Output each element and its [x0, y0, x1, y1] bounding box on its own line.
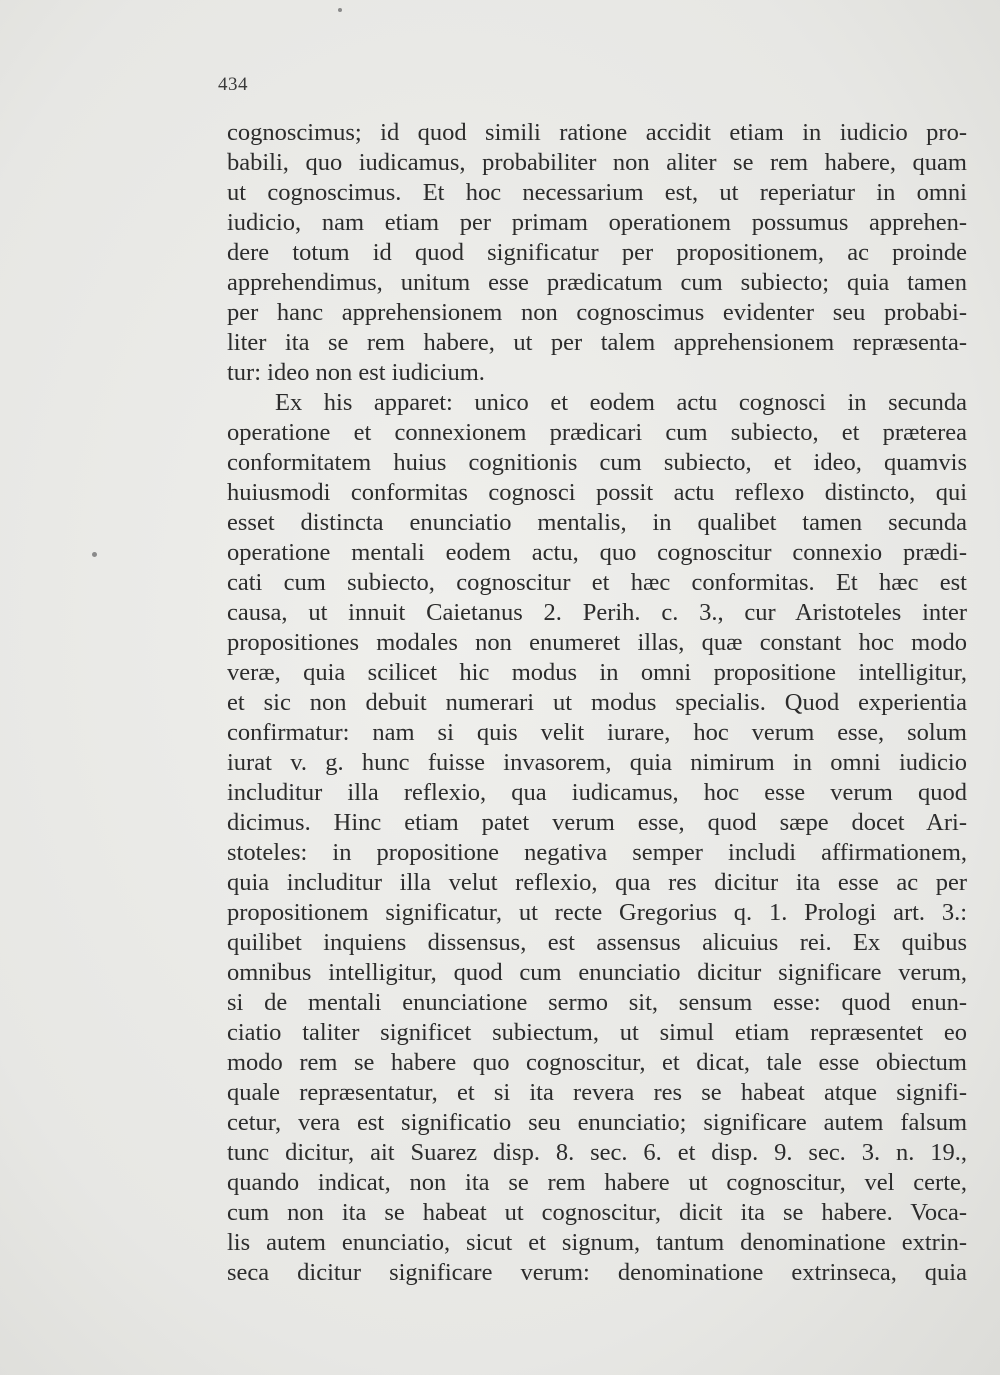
text-line: dere totum id quod significatur per propositionem, ac proinde [227, 239, 967, 266]
text-line: propositiones modales non enumeret illas, quæ constant hoc modo [227, 629, 967, 656]
text-line: quale repræsentatur, et si ita revera res se habeat atque signifi- [227, 1079, 967, 1106]
text-line: huiusmodi conformitas cognosci possit actu reflexo distincto, qui [227, 479, 967, 506]
text-line: includitur illa reflexio, qua iudicamus, hoc esse verum quod [227, 779, 967, 806]
text-line: liter ita se rem habere, ut per talem apprehensionem repræsenta- [227, 329, 967, 356]
text-line: confirmatur: nam si quis velit iurare, hoc verum esse, solum [227, 719, 967, 746]
paragraph-start-line: Ex his apparet: unico et eodem actu cognosci in secunda [275, 389, 967, 416]
text-line: omnibus intelligitur, quod cum enunciatio dicitur significare verum, [227, 959, 967, 986]
text-line: propositionem significatur, ut recte Gregorius q. 1. Prologi art. 3.: [227, 899, 967, 926]
text-line: si de mentali enunciatione sermo sit, sensum esse: quod enun- [227, 989, 967, 1016]
text-line: esset distincta enunciatio mentalis, in qualibet tamen secunda [227, 509, 967, 536]
text-line: dicimus. Hinc etiam patet verum esse, quod sæpe docet Ari- [227, 809, 967, 836]
text-line: cognoscimus; id quod simili ratione accidit etiam in iudicio pro- [227, 119, 967, 146]
page-number: 434 [218, 74, 248, 95]
text-line: iudicio, nam etiam per primam operationem possumus apprehen- [227, 209, 967, 236]
body-text [227, 118, 967, 1288]
ink-speck [338, 8, 342, 12]
text-line: veræ, quia scilicet hic modus in omni propositione intelligitur, [227, 659, 967, 686]
text-line: conformitatem huius cognitionis cum subiecto, et ideo, quamvis [227, 449, 967, 476]
text-line: apprehendimus, unitum esse prædicatum cum subiecto; quia tamen [227, 269, 967, 296]
text-line: quando indicat, non ita se rem habere ut cognoscitur, vel certe, [227, 1169, 967, 1196]
text-line: modo rem se habere quo cognoscitur, et dicat, tale esse obiectum [227, 1049, 967, 1076]
text-line: tunc dicitur, ait Suarez disp. 8. sec. 6. et disp. 9. sec. 3. n. 19., [227, 1139, 967, 1166]
text-line: et sic non debuit numerari ut modus specialis. Quod experientia [227, 689, 967, 716]
text-line: iurat v. g. hunc fuisse invasorem, quia nimirum in omni iudicio [227, 749, 967, 776]
text-line: causa, ut innuit Caietanus 2. Perih. c. 3., cur Aristoteles inter [227, 599, 967, 626]
text-line: ciatio taliter significet subiectum, ut simul etiam repræsentet eo [227, 1019, 967, 1046]
text-line: quilibet inquiens dissensus, est assensus alicuius rei. Ex quibus [227, 929, 967, 956]
text-line: quia includitur illa velut reflexio, qua res dicitur ita esse ac per [227, 869, 967, 896]
text-line: operatione et connexionem prædicari cum subiecto, et præterea [227, 419, 967, 446]
text-line: cum non ita se habeat ut cognoscitur, dicit ita se habere. Voca- [227, 1199, 967, 1226]
text-line: tur: ideo non est iudicium. [227, 359, 485, 386]
text-line: cetur, vera est significatio seu enunciatio; significare autem falsum [227, 1109, 967, 1136]
ink-speck [92, 552, 97, 557]
text-line: stoteles: in propositione negativa semper includi affirmationem, [227, 839, 967, 866]
text-line: babili, quo iudicamus, probabiliter non aliter se rem habere, quam [227, 149, 967, 176]
text-line: cati cum subiecto, cognoscitur et hæc conformitas. Et hæc est [227, 569, 967, 596]
text-line: ut cognoscimus. Et hoc necessarium est, ut reperiatur in omni [227, 179, 967, 206]
text-line: seca dicitur significare verum: denominatione extrinseca, quia [227, 1259, 967, 1286]
text-line: lis autem enunciatio, sicut et signum, tantum denominatione extrin- [227, 1229, 967, 1256]
text-line: operatione mentali eodem actu, quo cognoscitur connexio prædi- [227, 539, 967, 566]
text-line: per hanc apprehensionem non cognoscimus evidenter seu probabi- [227, 299, 967, 326]
